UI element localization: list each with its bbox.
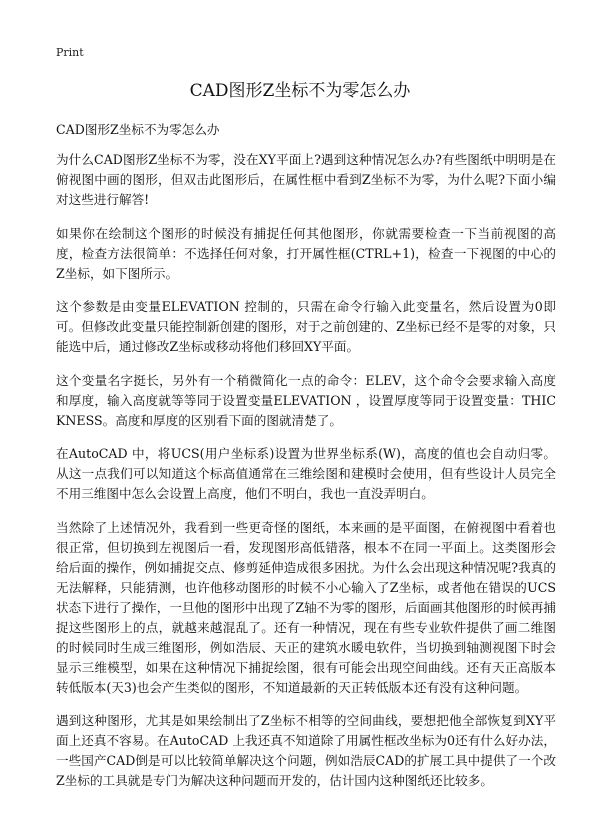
paragraph-6: 当然除了上述情况外，我看到一些更奇怪的图纸，本来画的是平面图，在俯视图中看着也很正常，但切换到左视图后一看，发现图形高低错落，根本不在同一平面上。这类图形会给后面的操作，例如捕捉交点、修剪延伸造成很多困扰。为什么会出现这种情况呢?我真的无法解释，只能猜测，也许他移动图形的时候不小心输入了Z坐标，或者他在错误的UCS状态下进行了操作，一旦他的图形中出现了Z轴不为零的图形，后面画其他图形的时候再捕捉这些图形上的点，就越来越混乱了。还有一种情况，现在有些专业软件提供了画二维图的时候同时生成三维图形，例如浩辰、天正的建筑水暖电软件，当切换到轴测视图下时会显示三维模型，如果在这种情况下捕捉绘图，很有可能会出现空间曲线。还有天正高版本转低版本(天3)也会产生类似的图形，不知道最新的天正转低版本还有没有这种问题。 [56, 519, 556, 695]
article-subtitle: CAD图形Z坐标不为零怎么办 [56, 122, 220, 137]
paragraph-3: 这个参数是由变量ELEVATION 控制的，只需在命令行输入此变量名，然后设置为0即可。但修改此变量只能控制新创建的图形，对于之前创建的、Z坐标已经不是零的对象，只能选中后，通过修改Z坐标或移动将他们移回XY平面。 [56, 299, 556, 354]
paragraph-5: 在AutoCAD 中，将UCS(用户坐标系)设置为世界坐标系(W)，高度的值也会自动归零。从这一点我们可以知道这个标高值通常在三维绘图和建模时会使用，但有些设计人员完全不用三维图中怎么会设置上高度，他们不明白，我也一直没弄明白。 [56, 446, 556, 501]
paragraph-7: 遇到这种图形，尤其是如果绘制出了Z坐标不相等的空间曲线，要想把他全部恢复到XY平面上还真不容易。在AutoCAD 上我还真不知道除了用属性框改坐标为0还有什么好办法，一些国产CAD倒是可以比较简单解决这个问题，例如浩辰CAD的扩展工具中提供了一个改Z坐标的工具就是专门为解决这种问题而开发的，估计国内这种图纸还比较多。 [56, 713, 556, 788]
paragraph-2: 如果你在绘制这个图形的时候没有捕捉任何其他图形，你就需要检查一下当前视图的高度，检查方法很简单：不选择任何对象，打开属性框(CTRL+1)，检查一下视图的中心的Z坐标，如下图所示。 [56, 225, 556, 281]
document-title: CAD图形Z坐标不为零怎么办 [189, 81, 411, 101]
print-link[interactable]: Print [56, 46, 84, 59]
paragraph-1: 为什么CAD图形Z坐标不为零，没在XY平面上?遇到这种情况怎么办?有些图纸中明明是在俯视图中画的图形，但双击此图形后，在属性框中看到Z坐标不为零，为什么呢?下面小编对这些进行解答! [56, 152, 556, 207]
paragraph-4: 这个变量名字挺长，另外有一个稍微简化一点的命令：ELEV，这个命令会要求输入高度和厚度，输入高度就等等同于设置变量ELEVATION ，设置厚度等同于设置变量：THICKNESS。高度和厚度的区别看下面的图就清楚了。 [56, 372, 556, 428]
article-body [56, 120, 556, 805]
